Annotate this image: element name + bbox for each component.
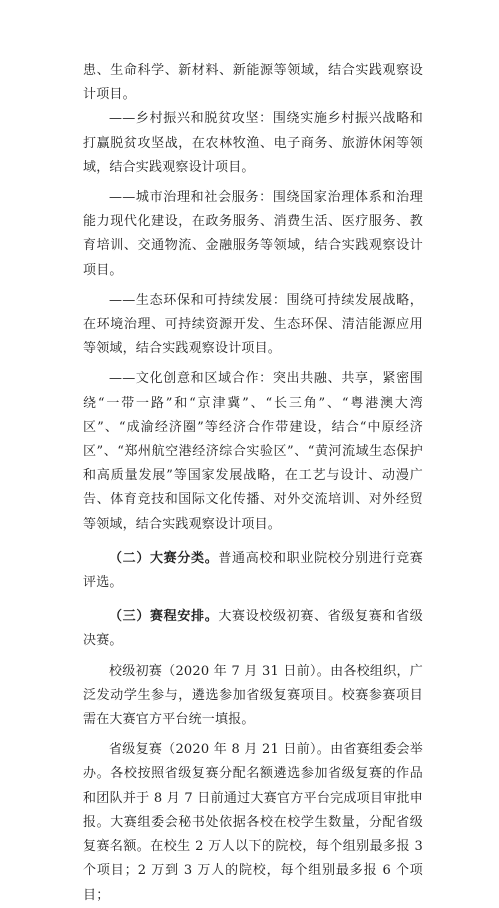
paragraph-text: 普通高校和职业院校分别进行竞赛评选。 [83, 550, 423, 591]
paragraph-provincial-semifinal [83, 738, 423, 907]
section-heading: （三）赛程安排。 [109, 609, 219, 625]
paragraph-text: ——乡村振兴和脱贫攻坚：围绕实施乡村振兴战略和打赢脱贫攻坚战，在农林牧渔、电子商务、旅游休闲等领域，结合实践观察设计项目。 [83, 111, 423, 175]
paragraph-urban-governance [83, 186, 423, 283]
paragraph-competition-category [83, 547, 423, 595]
paragraph-text: 校级初赛（2020 年 7 月 31 日前）。由各校组织，广泛发动学生参与，遴选参加省级复赛项目。校赛参赛项目需在大赛官方平台统一填报。 [83, 663, 423, 728]
paragraph-text: ——文化创意和区域合作：突出共融、共享，紧密围绕“一带一路”和“京津冀”、“长三角”、“粤港澳大湾区”、“成渝经济圈”等经济合作带建设，结合“中原经济区”、“郑州航空港经济综合实验区”、“黄河流域生态保护和高质量发展”等国家发展战略，在工艺与设计、动漫广告、体育竞技和国际文化传播、对外交流培训、对外经贸等领域，结合实践观察设计项目。 [83, 371, 423, 532]
paragraph-text: ——生态环保和可持续发展：围绕可持续发展战略，在环境治理、可持续资源开发、生态环保、清洁能源应用等领域，结合实践观察设计项目。 [83, 292, 423, 357]
paragraph-cultural-regional [83, 367, 423, 536]
paragraph-school-preliminary [83, 660, 423, 733]
paragraph-eco-sustainability [83, 289, 423, 362]
paragraph-text: 省级复赛（2020 年 8 月 21 日前）。由省赛组委会举办。各校按照省级复赛分配名额遴选参加省级复赛的作品和团队并于 8 月 7 日前通过大赛官方平台完成项目审批申报。大赛组委会秘书处依据各校在校学生数量，分配省级复赛名额。在校生 2 万人以下的院校，每个组别最多报 3 个项目；2 万到 3 万人的院校，每个组别最多报 6 个项目； [83, 742, 423, 903]
document-body [83, 59, 423, 908]
paragraph-text: ——城市治理和社会服务：围绕国家治理体系和治理能力现代化建设，在政务服务、消费生活、医疗服务、教育培训、交通物流、金融服务等领域，结合实践观察设计项目。 [83, 190, 423, 278]
paragraph-continuation [83, 59, 423, 107]
paragraph-text: 患、生命科学、新材料、新能源等领域，结合实践观察设计项目。 [83, 63, 423, 103]
paragraph-text: 大赛设校级初赛、省级复赛和省级决赛。 [83, 609, 423, 649]
paragraph-rural-revitalization [83, 107, 423, 180]
paragraph-schedule [83, 605, 423, 653]
section-heading: （二）大赛分类。 [109, 550, 219, 566]
